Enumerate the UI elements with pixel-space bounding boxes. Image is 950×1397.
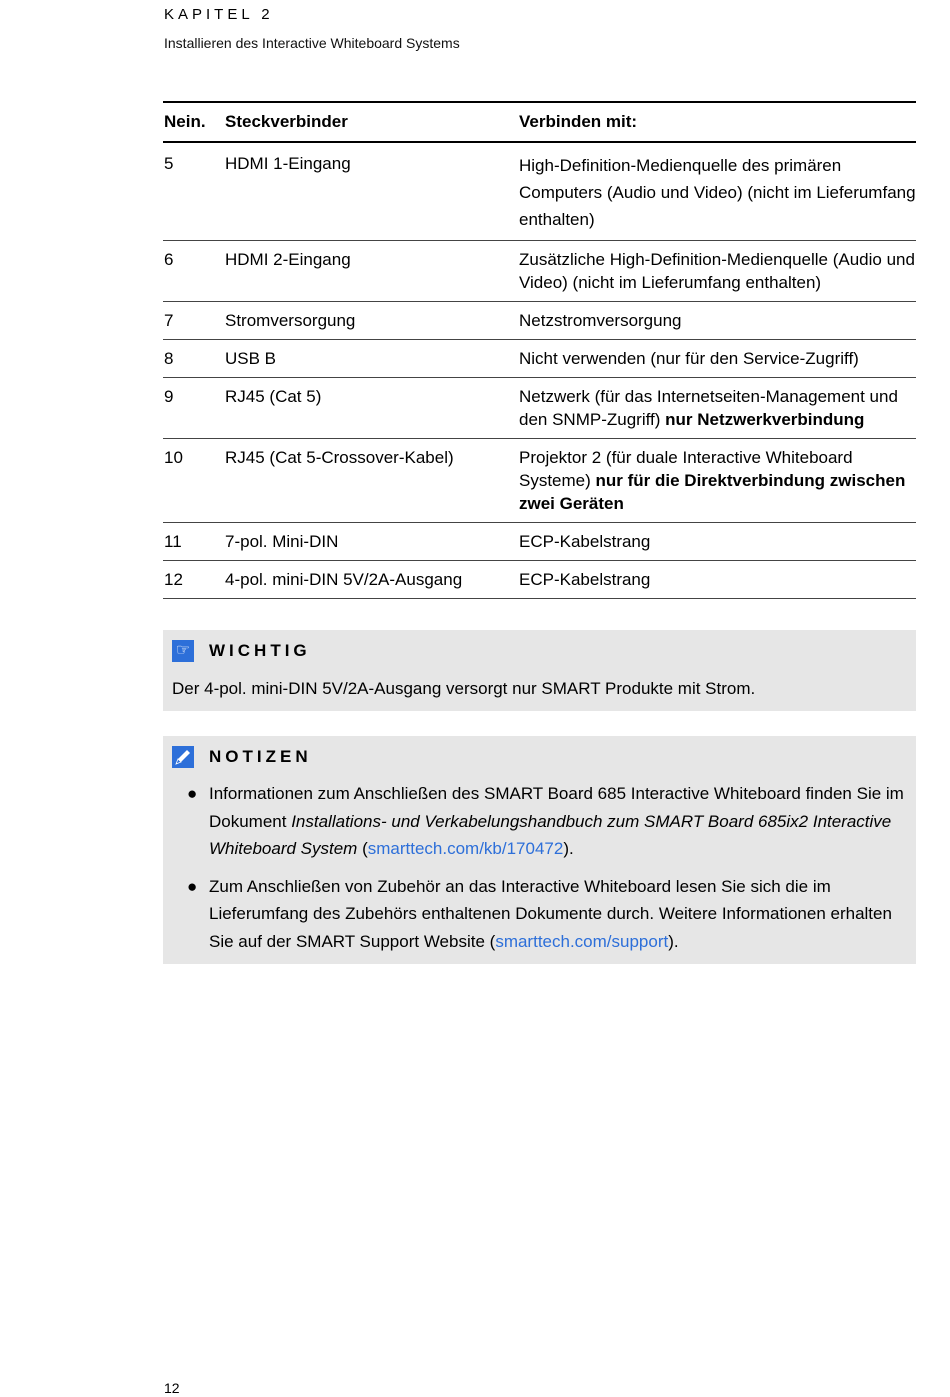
row-connector: USB B <box>224 340 518 378</box>
important-text: Der 4-pol. mini-DIN 5V/2A-Ausgang versorgt nur SMART Produkte mit Strom. <box>172 679 756 698</box>
bullet: ● <box>187 784 198 803</box>
important-box <box>163 630 916 711</box>
row-no: 12 <box>163 561 224 599</box>
list-item <box>187 873 909 956</box>
row-no: 8 <box>163 340 224 378</box>
row-connect-to <box>518 241 916 302</box>
table-row <box>163 241 916 302</box>
row-no: 11 <box>163 523 224 561</box>
row-connector: RJ45 (Cat 5) <box>224 378 518 439</box>
note2-post: ). <box>668 931 679 951</box>
connector-table <box>163 101 916 599</box>
row-connector: Stromversorgung <box>224 302 518 340</box>
important-header <box>172 640 311 662</box>
row-connect-to <box>518 523 916 561</box>
row-connect-text: ECP-Kabelstrang <box>519 532 651 551</box>
row-connect-to <box>518 142 916 241</box>
header-connector: Steckverbinder <box>224 102 518 142</box>
row-connect-text: Projektor 2 (für duale Interactive Whiteboard Systeme) <box>519 448 853 490</box>
row-connect-text: High-Definition-Medienquelle des primären Computers (Audio und Video) (nicht im Lieferumfang enthalten) <box>519 156 916 229</box>
bullet: ● <box>187 876 198 896</box>
row-connect-bold: nur Netzwerkverbindung <box>665 410 865 429</box>
table-row <box>163 142 916 241</box>
chapter-label: KAPITEL 2 <box>164 6 274 23</box>
chapter-subtitle: Installieren des Interactive Whiteboard Systems <box>164 35 460 51</box>
row-no: 5 <box>163 142 224 241</box>
support-link[interactable]: smarttech.com/support <box>495 931 669 951</box>
kb-link[interactable]: smarttech.com/kb/170472 <box>367 839 564 858</box>
table-row <box>163 340 916 378</box>
list-item <box>187 780 909 863</box>
row-no: 7 <box>163 302 224 340</box>
row-no: 10 <box>163 439 224 523</box>
table-row <box>163 523 916 561</box>
note1-doc-title: Installations- und Verkabelungshandbuch zum SMART Board 685ix2 Interactive Whiteboard System <box>209 811 892 858</box>
row-connect-to <box>518 340 916 378</box>
pointing-hand-icon: ☞ <box>172 640 194 662</box>
row-connect-text: Netzstromversorgung <box>519 311 682 330</box>
header-connect-to: Verbinden mit: <box>518 102 916 142</box>
important-title: WICHTIG <box>209 641 311 660</box>
row-connect-to <box>518 439 916 523</box>
notes-header <box>172 746 312 768</box>
row-connector: 7-pol. Mini-DIN <box>224 523 518 561</box>
row-connect-text: ECP-Kabelstrang <box>519 570 651 589</box>
table-row <box>163 378 916 439</box>
row-connect-bold: nur für die Direktverbindung zwischen zwei Geräten <box>519 471 906 513</box>
row-connect-text: Netzwerk (für das Internetseiten-Management und den SNMP-Zugriff) <box>519 387 898 429</box>
pencil-icon <box>172 746 194 768</box>
row-connector: HDMI 2-Eingang <box>224 241 518 302</box>
row-connector: HDMI 1-Eingang <box>224 142 518 241</box>
note1-mid: ( <box>357 839 368 858</box>
header-no: Nein. <box>163 102 224 142</box>
page-number: 12 <box>164 1380 180 1396</box>
row-connect-text: Zusätzliche High-Definition-Medienquelle (Audio und Video) (nicht im Lieferumfang enthalten) <box>519 250 915 292</box>
table-row <box>163 302 916 340</box>
row-connect-to <box>518 302 916 340</box>
note1-post: ). <box>563 839 574 858</box>
row-connect-text: Nicht verwenden (nur für den Service-Zugriff) <box>519 349 859 368</box>
row-connect-to <box>518 561 916 599</box>
notes-list <box>187 780 909 965</box>
row-no: 6 <box>163 241 224 302</box>
note1-pre: Informationen zum Anschließen des SMART Board 685 Interactive Whiteboard finden Sie im Dokument <box>209 784 904 831</box>
table-row <box>163 439 916 523</box>
note2-pre: Zum Anschließen von Zubehör an das Interactive Whiteboard lesen Sie sich die im Lieferumfang des Zubehörs enthaltenen Dokumente durch. Weitere Informationen erhalten Sie auf der SMART Support Website ( <box>209 876 892 951</box>
row-connector: RJ45 (Cat 5-Crossover-Kabel) <box>224 439 518 523</box>
table-header-row <box>163 102 916 142</box>
notes-title: NOTIZEN <box>209 747 312 766</box>
row-no: 9 <box>163 378 224 439</box>
notes-box <box>163 736 916 964</box>
table-row <box>163 561 916 599</box>
row-connector: 4-pol. mini-DIN 5V/2A-Ausgang <box>224 561 518 599</box>
row-connect-to <box>518 378 916 439</box>
